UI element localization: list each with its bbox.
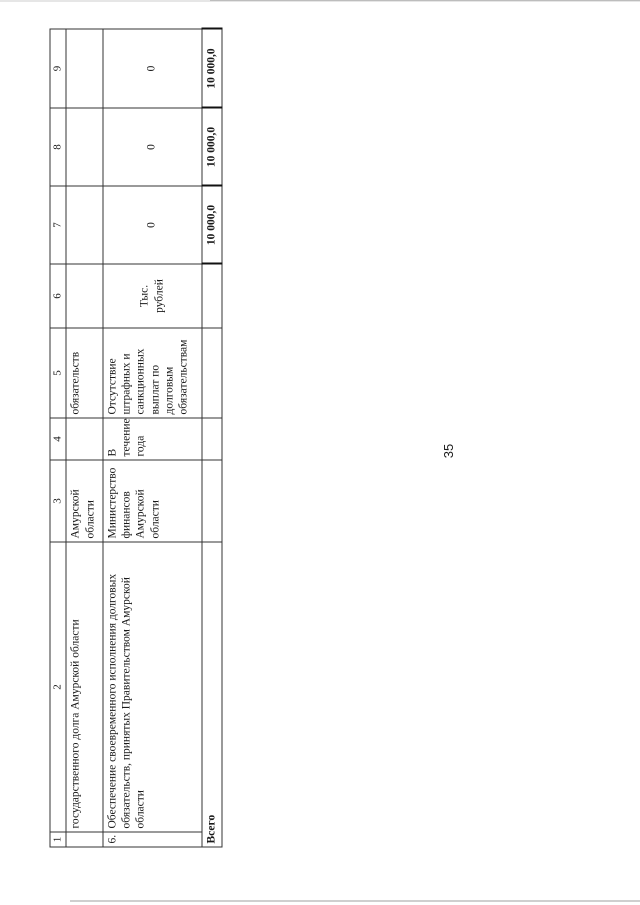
- column-number-9: 9: [50, 29, 66, 108]
- cell-continuation-4: [66, 418, 102, 460]
- scan-artifact-line-top: [210, 0, 640, 1]
- table-row-continuation: [66, 29, 102, 847]
- column-number-8: 8: [50, 108, 66, 186]
- cell-continuation-7: [66, 186, 102, 264]
- cell-row6-value-9: 0: [103, 29, 202, 108]
- scan-artifact-line-bottom: [70, 900, 640, 902]
- column-number-row: [50, 29, 66, 847]
- cell-total-value-7: 10 000,0: [202, 186, 222, 264]
- cell-total-value-9: 10 000,0: [202, 29, 222, 108]
- cell-continuation-1: [66, 832, 102, 847]
- column-number-4: 4: [50, 418, 66, 460]
- cell-total-6: [202, 264, 222, 328]
- column-number-2: 2: [50, 542, 66, 832]
- cell-row6-measure: Обеспечение своевременного исполнения долговых обязательств, принятых Правительством Амурской области: [103, 542, 202, 832]
- column-number-5: 5: [50, 328, 66, 418]
- column-number-6: 6: [50, 264, 66, 328]
- cell-total-value-8: 10 000,0: [202, 108, 222, 186]
- column-number-3: 3: [50, 460, 66, 542]
- column-number-7: 7: [50, 186, 66, 264]
- column-number-1: 1: [50, 832, 66, 847]
- page-number: 35: [441, 443, 456, 459]
- cell-total-label: Всего: [202, 542, 222, 847]
- cell-total-5: [202, 328, 222, 418]
- cell-row6-number: 6.: [103, 832, 202, 847]
- cell-continuation-6: [66, 264, 102, 328]
- cell-continuation-9: [66, 29, 102, 108]
- cell-continuation-5: обязательств: [66, 328, 102, 418]
- cell-row6-term: В течение года: [103, 418, 202, 460]
- table-row-6: [103, 29, 202, 847]
- cell-continuation-3: Амурской области: [66, 460, 102, 542]
- cell-total-4: [202, 418, 222, 460]
- cell-total-3: [202, 460, 222, 542]
- cell-continuation-2: государственного долга Амурской области: [66, 542, 102, 832]
- cell-row6-indicator: Отсутствие штрафных и санкционных выплат по долговым обязательствам: [103, 328, 202, 418]
- program-measures-table: [50, 28, 223, 848]
- cell-row6-executor: Министерство финансов Амурской области: [103, 460, 202, 542]
- table-row-total: [202, 29, 222, 847]
- cell-row6-value-7: 0: [103, 186, 202, 264]
- cell-continuation-8: [66, 108, 102, 186]
- cell-row6-unit: Тыс. рублей: [103, 264, 202, 328]
- document-table: [50, 30, 223, 848]
- cell-row6-value-8: 0: [103, 108, 202, 186]
